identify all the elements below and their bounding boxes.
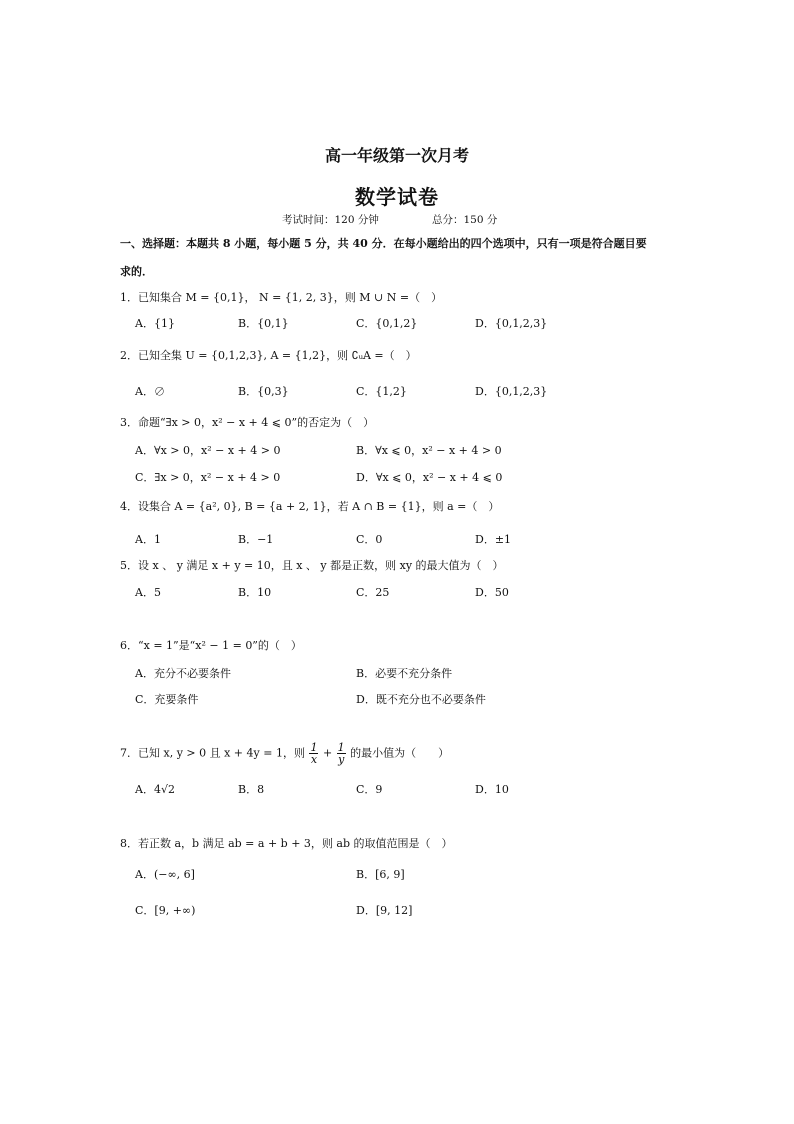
question-4-stem: 4．设集合 A = {a², 0}, B = {a + 2, 1}，若 A ∩ B = {1}，则 a =（ ） — [120, 500, 500, 513]
section-heading-line2: 求的． — [120, 265, 153, 278]
question-2-option-d: D．{0,1,2,3} — [475, 385, 548, 398]
question-2-stem: 2．已知全集 U = {0,1,2,3}, A = {1,2}，则 ∁ᵤA =（ ） — [120, 349, 417, 362]
question-1-stem: 1．已知集合 M = {0,1}， N = {1, 2, 3}，则 M ∪ N =（ ） — [120, 291, 443, 304]
question-6-option-c: C．充要条件 — [135, 693, 199, 706]
question-8-option-a: A．(−∞, 6] — [135, 868, 195, 881]
question-5-option-c: C．25 — [356, 586, 390, 599]
question-2-option-b: B．{0,3} — [238, 385, 289, 398]
question-5-stem: 5．设 x 、 y 满足 x + y = 10，且 x 、 y 都是正数，则 xy 的最大值为（ ） — [120, 559, 504, 572]
question-5-option-d: D．50 — [475, 586, 509, 599]
question-8-option-c: C．[9, +∞) — [135, 904, 196, 917]
question-7-option-c: C．9 — [356, 783, 383, 796]
question-4-option-a: A．1 — [135, 533, 161, 546]
question-1-option-a: A．{1} — [135, 317, 175, 330]
question-8-option-b: B．[6, 9] — [356, 868, 405, 881]
question-4-option-c: C．0 — [356, 533, 383, 546]
question-4-option-d: D．±1 — [475, 533, 512, 546]
question-2-option-a: A．∅ — [135, 385, 165, 398]
question-6-stem: 6．“x = 1”是“x² − 1 = 0”的（ ） — [120, 639, 302, 652]
question-4-option-b: B．−1 — [238, 533, 274, 546]
question-3-option-c: C．∃x > 0，x² − x + 4 > 0 — [135, 471, 281, 484]
question-6-option-d: D．既不充分也不必要条件 — [356, 693, 486, 706]
question-8-stem: 8．若正数 a，b 满足 ab = a + b + 3，则 ab 的取值范围是（ ） — [120, 837, 453, 850]
question-7-stem-pre: 7．已知 x, y > 0 且 x + 4y = 1，则 — [120, 746, 305, 760]
question-3-option-a: A．∀x > 0，x² − x + 4 > 0 — [135, 444, 281, 457]
question-6-option-b: B．必要不充分条件 — [356, 667, 453, 680]
fraction-one-over-x: $\frac{1}{x}$ — [310, 741, 318, 766]
section-heading-line1: 一、选择题：本题共 8 小题，每小题 5 分，共 40 分．在每小题给出的四个选项中，只有一项是符合题目要 — [120, 237, 647, 250]
question-1-option-c: C．{0,1,2} — [356, 317, 418, 330]
question-7-stem — [120, 742, 449, 765]
exam-total-score: 总分：150 分 — [432, 214, 498, 226]
question-7-option-a: A．4√2 — [135, 783, 175, 796]
question-1-option-b: B．{0,1} — [238, 317, 289, 330]
question-3-option-d: D．∀x ⩽ 0，x² − x + 4 ⩽ 0 — [356, 471, 503, 484]
question-6-option-a: A．充分不必要条件 — [135, 667, 231, 680]
exam-title: 高一年级第一次月考 — [324, 146, 469, 165]
question-7-option-b: B．8 — [238, 783, 265, 796]
plus-sign: + — [322, 746, 333, 760]
question-7-stem-post: 的最小值为（ ） — [350, 746, 450, 760]
question-7-option-d: D．10 — [475, 783, 509, 796]
exam-subtitle: 数学试卷 — [355, 185, 439, 209]
question-5-option-a: A．5 — [135, 586, 161, 599]
question-2-option-c: C．{1,2} — [356, 385, 407, 398]
question-3-option-b: B．∀x ⩽ 0，x² − x + 4 > 0 — [356, 444, 502, 457]
exam-time: 考试时间：120 分钟 — [282, 214, 379, 226]
question-3-stem: 3．命题“∃x > 0，x² − x + 4 ⩽ 0”的否定为（ ） — [120, 416, 375, 429]
question-1-option-d: D．{0,1,2,3} — [475, 317, 548, 330]
question-8-option-d: D．[9, 12] — [356, 904, 413, 917]
question-5-option-b: B．10 — [238, 586, 272, 599]
fraction-one-over-y: $\frac{1}{y}$ — [337, 741, 345, 766]
